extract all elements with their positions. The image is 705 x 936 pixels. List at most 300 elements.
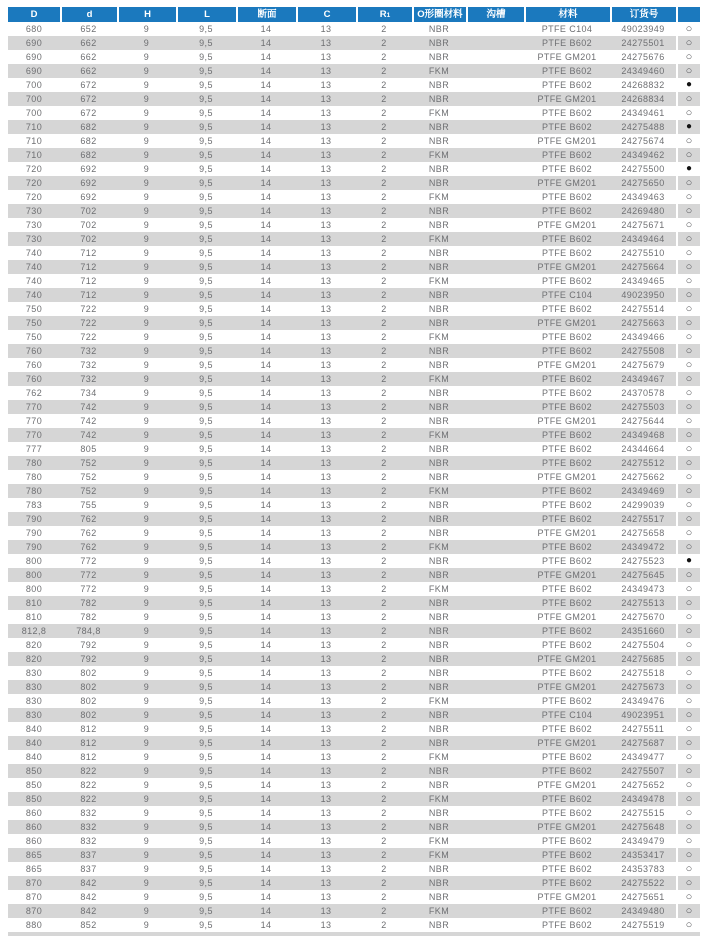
- cell-order-number: 24275522: [621, 877, 665, 888]
- cell-R1: 2: [381, 877, 387, 888]
- cell-D: 762: [25, 387, 43, 398]
- cell-H: 9: [143, 191, 150, 202]
- status-open-circle-icon: ○: [676, 64, 700, 78]
- cell-material: PTFE B602: [541, 849, 593, 860]
- cell-R1: 2: [381, 541, 387, 552]
- cell-d: 672: [80, 79, 97, 90]
- column-header-d: [60, 7, 117, 22]
- cell-section: 14: [260, 233, 272, 244]
- cell-oring-material: NBR: [428, 401, 450, 412]
- cell-H: 9: [143, 919, 150, 930]
- cell-oring-material: NBR: [428, 121, 450, 132]
- status-open-circle-icon: ○: [676, 386, 700, 400]
- cell-d: 662: [80, 65, 97, 76]
- cell-oring-material: NBR: [428, 737, 450, 748]
- cell-d: 732: [80, 359, 97, 370]
- cell-H: 9: [143, 681, 150, 692]
- cell-groove: [466, 666, 524, 680]
- table-row: [8, 540, 700, 554]
- table-row: [8, 806, 700, 820]
- cell-d: 842: [80, 877, 97, 888]
- cell-material: PTFE B602: [541, 499, 593, 510]
- cell-C: 13: [320, 527, 332, 538]
- cell-order-number: 24353417: [621, 849, 665, 860]
- cell-L: 9,5: [199, 625, 213, 636]
- cell-D: 870: [25, 905, 43, 916]
- cell-order-number: 24275507: [621, 765, 665, 776]
- cell-D: 710: [25, 135, 43, 146]
- column-header-C: [296, 7, 356, 22]
- cell-section: 14: [260, 541, 272, 552]
- cell-D: 830: [25, 695, 43, 706]
- cell-material: PTFE GM201: [537, 821, 597, 832]
- status-open-circle-icon: ○: [676, 456, 700, 470]
- status-open-circle-icon: ○: [676, 470, 700, 484]
- status-open-circle-icon: ○: [676, 708, 700, 722]
- cell-H: 9: [143, 415, 150, 426]
- cell-H: 9: [143, 289, 150, 300]
- cell-material: PTFE B602: [541, 793, 593, 804]
- cell-R1: 2: [381, 751, 387, 762]
- cell-H: 9: [143, 233, 150, 244]
- status-open-circle-icon: ○: [676, 274, 700, 288]
- status-open-circle-icon: ○: [676, 134, 700, 148]
- cell-order-number: 24275644: [621, 415, 665, 426]
- cell-R1: 2: [381, 345, 387, 356]
- cell-material: PTFE B602: [541, 639, 593, 650]
- cell-material: PTFE B602: [541, 331, 593, 342]
- cell-D: 750: [25, 331, 43, 342]
- cell-d: 802: [80, 667, 97, 678]
- cell-D: 783: [25, 499, 43, 510]
- cell-order-number: 24349465: [621, 275, 665, 286]
- cell-R1: 2: [381, 373, 387, 384]
- cell-H: 9: [143, 863, 150, 874]
- cell-C: 13: [320, 163, 332, 174]
- cell-C: 13: [320, 779, 332, 790]
- cell-C: 13: [320, 639, 332, 650]
- cell-order-number: 24268832: [621, 79, 665, 90]
- cell-order-number: 24370578: [621, 387, 665, 398]
- cell-groove: [466, 526, 524, 540]
- cell-material: PTFE B602: [541, 555, 593, 566]
- status-open-circle-icon: ○: [676, 624, 700, 638]
- cell-d: 837: [80, 863, 97, 874]
- cell-material: PTFE B602: [541, 443, 593, 454]
- cell-material: PTFE GM201: [537, 415, 597, 426]
- cell-D: 790: [25, 541, 43, 552]
- cell-d: 772: [80, 583, 97, 594]
- cell-material: PTFE B602: [541, 429, 593, 440]
- table-row: [8, 372, 700, 386]
- cell-order-number: 24349464: [621, 233, 665, 244]
- cell-L: 9,5: [199, 387, 213, 398]
- cell-section: 14: [260, 597, 272, 608]
- cell-material: PTFE B602: [541, 107, 593, 118]
- cell-H: 9: [143, 583, 150, 594]
- cell-oring-material: NBR: [428, 625, 450, 636]
- cell-H: 9: [143, 457, 150, 468]
- cell-D: 690: [25, 65, 43, 76]
- status-open-circle-icon: ○: [676, 176, 700, 190]
- cell-R1: 2: [381, 415, 387, 426]
- cell-R1: 2: [381, 709, 387, 720]
- status-open-circle-icon: ○: [676, 372, 700, 386]
- cell-oring-material: NBR: [428, 79, 450, 90]
- column-header-label: O形圈材料: [417, 8, 463, 20]
- column-header-label: C: [323, 8, 331, 20]
- cell-R1: 2: [381, 639, 387, 650]
- cell-section: 14: [260, 261, 272, 272]
- cell-H: 9: [143, 667, 150, 678]
- cell-L: 9,5: [199, 849, 213, 860]
- cell-R1: 2: [381, 821, 387, 832]
- cell-C: 13: [320, 667, 332, 678]
- cell-groove: [466, 134, 524, 148]
- cell-groove: [466, 274, 524, 288]
- cell-H: 9: [143, 163, 150, 174]
- cell-order-number: 24275501: [621, 37, 665, 48]
- cell-L: 9,5: [199, 597, 213, 608]
- cell-d: 802: [80, 681, 97, 692]
- cell-groove: [466, 372, 524, 386]
- cell-groove: [466, 792, 524, 806]
- cell-section: 14: [260, 499, 272, 510]
- cell-R1: 2: [381, 625, 387, 636]
- cell-L: 9,5: [199, 345, 213, 356]
- cell-d: 842: [80, 891, 97, 902]
- cell-C: 13: [320, 625, 332, 636]
- cell-L: 9,5: [199, 821, 213, 832]
- status-open-circle-icon: ○: [676, 498, 700, 512]
- cell-R1: 2: [381, 23, 387, 34]
- cell-D: 720: [25, 191, 43, 202]
- cell-section: 14: [260, 373, 272, 384]
- cell-order-number: 24344664: [621, 443, 665, 454]
- cell-L: 9,5: [199, 107, 213, 118]
- cell-oring-material: NBR: [428, 499, 450, 510]
- cell-material: PTFE GM201: [537, 261, 597, 272]
- cell-material: PTFE C104: [541, 23, 593, 34]
- table-row: [8, 764, 700, 778]
- cell-L: 9,5: [199, 135, 213, 146]
- table-row: [8, 596, 700, 610]
- cell-d: 782: [80, 611, 97, 622]
- table-row: [8, 190, 700, 204]
- cell-H: 9: [143, 303, 150, 314]
- cell-d: 732: [80, 345, 97, 356]
- table-row: [8, 148, 700, 162]
- cell-d: 852: [80, 919, 97, 930]
- table-row: [8, 330, 700, 344]
- cell-order-number: 24275679: [621, 359, 665, 370]
- cell-D: 860: [25, 807, 43, 818]
- cell-groove: [466, 358, 524, 372]
- cell-d: 822: [80, 779, 97, 790]
- cell-section: 14: [260, 149, 272, 160]
- cell-oring-material: FKM: [428, 275, 450, 286]
- cell-order-number: 24349480: [621, 905, 665, 916]
- cell-R1: 2: [381, 863, 387, 874]
- cell-section: 14: [260, 93, 272, 104]
- cell-section: 14: [260, 415, 272, 426]
- table-row: [8, 778, 700, 792]
- cell-oring-material: FKM: [428, 485, 450, 496]
- cell-d: 672: [80, 93, 97, 104]
- cell-order-number: 24349468: [621, 429, 665, 440]
- cell-H: 9: [143, 597, 150, 608]
- cell-d: 805: [80, 443, 97, 454]
- cell-D: 740: [25, 275, 43, 286]
- cell-order-number: 24349462: [621, 149, 665, 160]
- cell-order-number: 24275652: [621, 779, 665, 790]
- cell-groove: [466, 176, 524, 190]
- cell-D: 812,8: [21, 625, 47, 636]
- cell-material: PTFE GM201: [537, 471, 597, 482]
- cell-oring-material: NBR: [428, 415, 450, 426]
- cell-R1: 2: [381, 289, 387, 300]
- table-row: [8, 302, 700, 316]
- status-open-circle-icon: ○: [676, 442, 700, 456]
- cell-C: 13: [320, 485, 332, 496]
- cell-material: PTFE B602: [541, 65, 593, 76]
- status-open-circle-icon: ○: [676, 596, 700, 610]
- cell-H: 9: [143, 723, 150, 734]
- cell-C: 13: [320, 233, 332, 244]
- cell-L: 9,5: [199, 751, 213, 762]
- cell-D: 870: [25, 891, 43, 902]
- cell-H: 9: [143, 219, 150, 230]
- cell-d: 722: [80, 303, 97, 314]
- cell-R1: 2: [381, 499, 387, 510]
- cell-material: PTFE B602: [541, 597, 593, 608]
- cell-H: 9: [143, 541, 150, 552]
- cell-groove: [466, 918, 524, 932]
- cell-C: 13: [320, 191, 332, 202]
- cell-R1: 2: [381, 681, 387, 692]
- cell-order-number: 24275514: [621, 303, 665, 314]
- cell-H: 9: [143, 51, 150, 62]
- cell-section: 14: [260, 569, 272, 580]
- cell-section: 14: [260, 849, 272, 860]
- cell-C: 13: [320, 65, 332, 76]
- cell-oring-material: NBR: [428, 653, 450, 664]
- cell-L: 9,5: [199, 569, 213, 580]
- cell-D: 850: [25, 793, 43, 804]
- cell-R1: 2: [381, 303, 387, 314]
- cell-L: 9,5: [199, 303, 213, 314]
- cell-H: 9: [143, 177, 150, 188]
- cell-oring-material: NBR: [428, 247, 450, 258]
- table-row: [8, 260, 700, 274]
- cell-H: 9: [143, 905, 150, 916]
- table-row: [8, 36, 700, 50]
- cell-H: 9: [143, 765, 150, 776]
- cell-L: 9,5: [199, 275, 213, 286]
- cell-material: PTFE GM201: [537, 569, 597, 580]
- cell-material: PTFE B602: [541, 751, 593, 762]
- cell-L: 9,5: [199, 233, 213, 244]
- cell-d: 762: [80, 513, 97, 524]
- table-row: [8, 120, 700, 134]
- cell-H: 9: [143, 149, 150, 160]
- cell-groove: [466, 778, 524, 792]
- column-header-L: [176, 7, 236, 22]
- column-header-groove: [466, 7, 524, 22]
- cell-R1: 2: [381, 569, 387, 580]
- cell-section: 14: [260, 443, 272, 454]
- table-row: [8, 652, 700, 666]
- status-open-circle-icon: ○: [676, 414, 700, 428]
- cell-d: 722: [80, 317, 97, 328]
- table-row: [8, 414, 700, 428]
- cell-L: 9,5: [199, 443, 213, 454]
- cell-oring-material: NBR: [428, 23, 450, 34]
- cell-R1: 2: [381, 891, 387, 902]
- cell-L: 9,5: [199, 709, 213, 720]
- cell-material: PTFE B602: [541, 387, 593, 398]
- table-row: [8, 386, 700, 400]
- cell-C: 13: [320, 457, 332, 468]
- cell-material: PTFE GM201: [537, 317, 597, 328]
- table-row: [8, 246, 700, 260]
- cell-material: PTFE B602: [541, 919, 593, 930]
- status-open-circle-icon: ○: [676, 400, 700, 414]
- cell-material: PTFE GM201: [537, 653, 597, 664]
- cell-section: 14: [260, 919, 272, 930]
- status-open-circle-icon: ○: [676, 610, 700, 624]
- cell-groove: [466, 148, 524, 162]
- cell-L: 9,5: [199, 177, 213, 188]
- cell-order-number: 24275671: [621, 219, 665, 230]
- cell-C: 13: [320, 807, 332, 818]
- table-row: [8, 358, 700, 372]
- cell-oring-material: NBR: [428, 359, 450, 370]
- cell-order-number: 24349466: [621, 331, 665, 342]
- cell-material: PTFE B602: [541, 149, 593, 160]
- cell-d: 682: [80, 121, 97, 132]
- cell-oring-material: NBR: [428, 37, 450, 48]
- cell-R1: 2: [381, 233, 387, 244]
- cell-H: 9: [143, 65, 150, 76]
- cell-order-number: 24349478: [621, 793, 665, 804]
- cell-D: 810: [25, 611, 43, 622]
- cell-H: 9: [143, 471, 150, 482]
- cell-material: PTFE B602: [541, 401, 593, 412]
- status-open-circle-icon: ○: [676, 862, 700, 876]
- cell-H: 9: [143, 709, 150, 720]
- cell-oring-material: NBR: [428, 667, 450, 678]
- cell-R1: 2: [381, 653, 387, 664]
- cell-groove: [466, 904, 524, 918]
- cell-R1: 2: [381, 401, 387, 412]
- cell-R1: 2: [381, 443, 387, 454]
- cell-L: 9,5: [199, 737, 213, 748]
- cell-C: 13: [320, 387, 332, 398]
- cell-material: PTFE B602: [541, 667, 593, 678]
- cell-groove: [466, 484, 524, 498]
- cell-L: 9,5: [199, 359, 213, 370]
- cell-order-number: 24275513: [621, 597, 665, 608]
- column-header-label: 断面: [257, 8, 277, 20]
- cell-L: 9,5: [199, 205, 213, 216]
- cell-R1: 2: [381, 583, 387, 594]
- cell-order-number: 24349461: [621, 107, 665, 118]
- cell-R1: 2: [381, 779, 387, 790]
- cell-oring-material: NBR: [428, 93, 450, 104]
- table-row: [8, 666, 700, 680]
- cell-C: 13: [320, 541, 332, 552]
- cell-C: 13: [320, 149, 332, 160]
- status-open-circle-icon: ○: [676, 680, 700, 694]
- cell-D: 680: [25, 23, 43, 34]
- cell-C: 13: [320, 415, 332, 426]
- cell-D: 760: [25, 345, 43, 356]
- cell-C: 13: [320, 723, 332, 734]
- cell-D: 820: [25, 639, 43, 650]
- cell-section: 14: [260, 611, 272, 622]
- cell-d: 702: [80, 233, 97, 244]
- cell-oring-material: NBR: [428, 177, 450, 188]
- cell-H: 9: [143, 261, 150, 272]
- cell-order-number: 24349467: [621, 373, 665, 384]
- status-open-circle-icon: ○: [676, 568, 700, 582]
- cell-oring-material: NBR: [428, 569, 450, 580]
- table-row: [8, 442, 700, 456]
- cell-H: 9: [143, 485, 150, 496]
- status-open-circle-icon: ○: [676, 918, 700, 932]
- cell-d: 822: [80, 793, 97, 804]
- cell-section: 14: [260, 639, 272, 650]
- cell-oring-material: NBR: [428, 709, 450, 720]
- cell-section: 14: [260, 891, 272, 902]
- cell-material: PTFE GM201: [537, 219, 597, 230]
- cell-section: 14: [260, 737, 272, 748]
- cell-R1: 2: [381, 471, 387, 482]
- cell-oring-material: NBR: [428, 597, 450, 608]
- status-open-circle-icon: ○: [676, 316, 700, 330]
- status-open-circle-icon: ○: [676, 806, 700, 820]
- cell-d: 837: [80, 849, 97, 860]
- cell-oring-material: NBR: [428, 317, 450, 328]
- cell-oring-material: NBR: [428, 443, 450, 454]
- column-header-label: R: [379, 8, 387, 20]
- cell-oring-material: NBR: [428, 765, 450, 776]
- status-open-circle-icon: ○: [676, 652, 700, 666]
- cell-section: 14: [260, 695, 272, 706]
- cell-d: 662: [80, 37, 97, 48]
- cell-groove: [466, 596, 524, 610]
- cell-section: 14: [260, 289, 272, 300]
- table-row: [8, 610, 700, 624]
- table-row: [8, 820, 700, 834]
- cell-d: 832: [80, 821, 97, 832]
- cell-groove: [466, 568, 524, 582]
- status-open-circle-icon: ○: [676, 302, 700, 316]
- cell-L: 9,5: [199, 289, 213, 300]
- cell-order-number: 24275488: [621, 121, 665, 132]
- table-row: [8, 638, 700, 652]
- cell-D: 850: [25, 765, 43, 776]
- cell-groove: [466, 806, 524, 820]
- cell-section: 14: [260, 513, 272, 524]
- cell-D: 865: [25, 863, 43, 874]
- cell-oring-material: FKM: [428, 429, 450, 440]
- status-open-circle-icon: ○: [676, 330, 700, 344]
- cell-d: 682: [80, 135, 97, 146]
- cell-D: 730: [25, 219, 43, 230]
- cell-D: 770: [25, 429, 43, 440]
